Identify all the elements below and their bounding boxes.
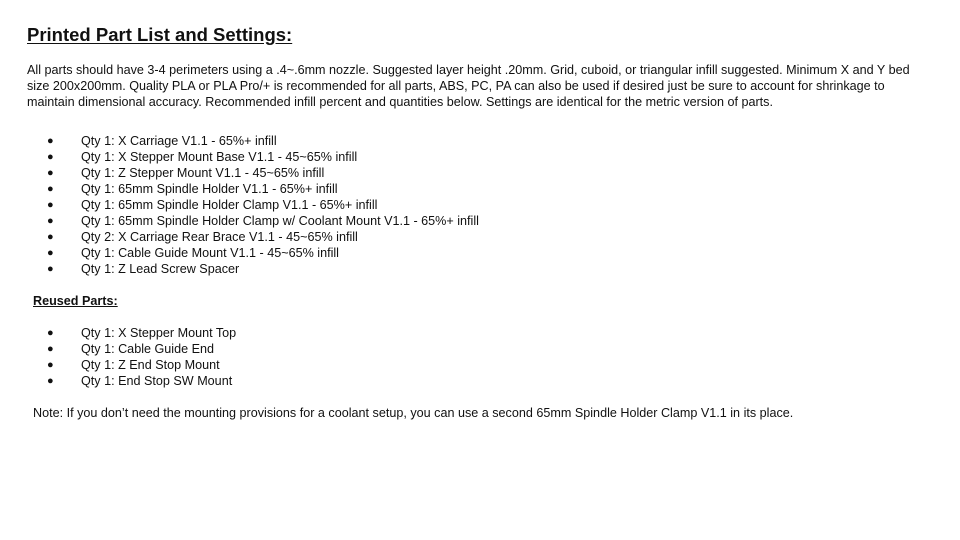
bullet-icon: ● <box>47 151 54 163</box>
bullet-icon: ● <box>47 135 54 147</box>
list-item-text: Qty 1: End Stop SW Mount <box>81 374 233 388</box>
printed-part-item <box>33 229 479 245</box>
reused-part-item <box>33 341 236 357</box>
page-title: Printed Part List and Settings: <box>27 24 293 45</box>
list-item-text: Qty 1: 65mm Spindle Holder Clamp V1.1 - 65%+ infill <box>81 198 378 212</box>
bullet-icon: ● <box>47 183 54 195</box>
list-item-text: Qty 1: 65mm Spindle Holder Clamp w/ Coolant Mount V1.1 - 65%+ infill <box>81 214 479 228</box>
bullet-icon: ● <box>47 327 54 339</box>
bullet-icon: ● <box>47 215 54 227</box>
bullet-icon: ● <box>47 167 54 179</box>
list-item-text: Qty 1: X Carriage V1.1 - 65%+ infill <box>81 134 277 148</box>
printed-part-item <box>33 245 479 261</box>
list-item-text: Qty 1: Z Stepper Mount V1.1 - 45~65% infill <box>81 166 325 180</box>
printed-part-item <box>33 149 479 165</box>
printed-part-item <box>33 133 479 149</box>
list-item-text: Qty 1: 65mm Spindle Holder V1.1 - 65%+ infill <box>81 182 338 196</box>
bullet-icon: ● <box>47 247 54 259</box>
printed-parts-list <box>33 133 479 277</box>
list-item-text: Qty 2: X Carriage Rear Brace V1.1 - 45~65% infill <box>81 230 358 244</box>
bullet-icon: ● <box>47 263 54 275</box>
list-item-text: Qty 1: X Stepper Mount Base V1.1 - 45~65% infill <box>81 150 358 164</box>
bullet-icon: ● <box>47 375 54 387</box>
printed-part-item <box>33 261 479 277</box>
reused-parts-list <box>33 325 236 389</box>
printed-part-item <box>33 181 479 197</box>
intro-paragraph: All parts should have 3-4 perimeters using a .4~.6mm nozzle. Suggested layer height .20mm. Grid, cuboid, or triangular infill suggested. Minimum X and Y bed size 200x200mm. Quality PLA or PLA Pro/+ is recommended for all parts, ABS, PC, PA can also be used if desired just be sure to account for shrinkage to maintain dimensional accuracy. Recommended infill percent and quantities below. Settings are identical for the metric version of parts. <box>27 63 910 109</box>
list-item-text: Qty 1: X Stepper Mount Top <box>81 326 237 340</box>
reused-part-item <box>33 357 236 373</box>
reused-part-item <box>33 325 236 341</box>
list-item-text: Qty 1: Cable Guide End <box>81 342 215 356</box>
list-item-text: Qty 1: Z End Stop Mount <box>81 358 220 372</box>
bullet-icon: ● <box>47 343 54 355</box>
reused-part-item <box>33 373 236 389</box>
printed-part-item <box>33 197 479 213</box>
bullet-icon: ● <box>47 359 54 371</box>
list-item-text: Qty 1: Cable Guide Mount V1.1 - 45~65% infill <box>81 246 339 260</box>
note-text: Note: If you don’t need the mounting provisions for a coolant setup, you can use a second 65mm Spindle Holder Clamp V1.1 in its place. <box>33 406 794 420</box>
bullet-icon: ● <box>47 231 54 243</box>
reused-parts-heading: Reused Parts: <box>33 294 118 308</box>
bullet-icon: ● <box>47 199 54 211</box>
printed-part-item <box>33 165 479 181</box>
printed-part-item <box>33 213 479 229</box>
list-item-text: Qty 1: Z Lead Screw Spacer <box>81 262 240 276</box>
